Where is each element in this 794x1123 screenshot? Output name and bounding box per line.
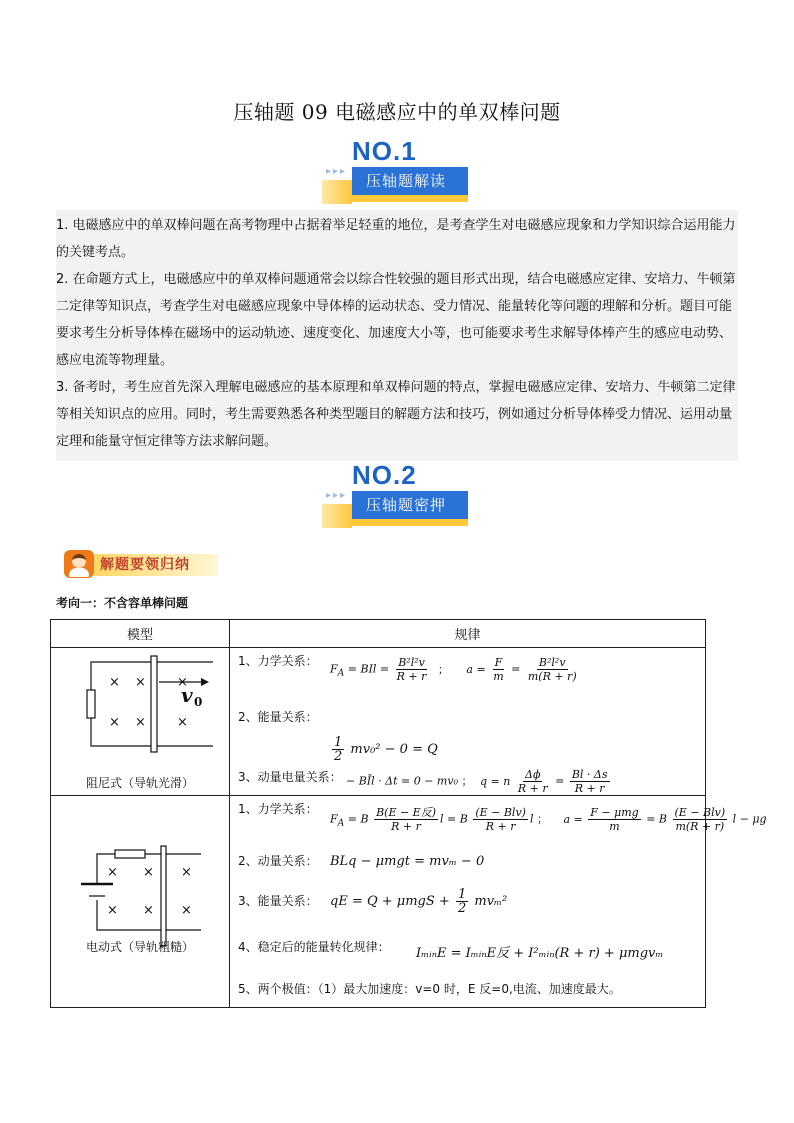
badge-dots: ▸▸▸ [326,166,348,177]
tip-banner [64,548,224,580]
page-title: 压轴题 09 电磁感应中的单双棒问题 [233,100,561,124]
rule-item: 2、动量关系： [238,854,318,868]
rule-item: 2、能量关系： [238,710,318,724]
svg-text:×: × [177,715,188,730]
model-caption-motor: 电动式（导轨粗糙） [85,940,194,954]
damping-circuit-diagram [51,654,229,754]
table-header-model: 模型 [51,620,230,648]
rule-item: 3、动量电量关系： [238,770,342,784]
table-row [51,796,706,1008]
section-heading: 考向一：不含容单棒问题 [56,596,189,610]
force-equation: $F_A = B$ $\frac{\text{B(E − E反)}}{R + r}$ l = B $\frac{\text{(E − Blv)}}{R + r}$ l ； a = $\frac{\text{F − μmg}}{m}$ = B $\frac{\text{(E − Blv)}}{m(R + r)}$ l − μg [330,806,767,833]
velocity-label: v [181,683,193,707]
svg-text:×: × [181,903,192,918]
rule-item: 4、稳定后的能量转化规律： [238,940,390,954]
model-cell [51,648,230,796]
velocity-subscript: 0 [194,695,203,709]
svg-text:×: × [135,675,146,690]
svg-text:×: × [109,715,120,730]
badge-dots: ▸▸▸ [326,490,348,501]
svg-text:×: × [181,865,192,880]
model-cell [51,796,230,1008]
energy-equation: $\frac{1}{2}$ mv₀² − 0 = Q [334,735,438,764]
badge-number: NO.1 [352,136,417,166]
table-row [51,648,706,796]
momentum-equation: − BĪl · Δt = 0 − mv₀ ； q = n $\frac{\Delta\phi}{R + r}$ = $\frac{Bl \cdot \Delta s}{R + r}$ [346,768,608,795]
badge-underline [352,195,468,202]
force-equation: $F_A$ = BIl = $\frac{\text{B²l²v}}{R + r}$ ； a = $\frac{F}{m}$ = $\frac{\text{B²l²v}}{m(R + r)}$ [330,656,577,683]
badge-number: NO.2 [352,460,417,490]
svg-text:×: × [107,903,118,918]
section-badge-2 [322,460,472,530]
badge-decoration [322,180,352,204]
rule-item: 5、两个极值：（1）最大加速度：v=0 时，E 反=0,电流、加速度最大。 [238,982,621,996]
svg-text:×: × [143,865,154,880]
svg-text:×: × [107,865,118,880]
section-badge-1 [322,136,472,206]
intro-paragraph-2: 2. 在命题方式上，电磁感应中的单双棒问题通常会以综合性较强的题目形式出现，结合电磁感应定律、安培力、牛顿第二定律等知识点，考查学生对电磁感应现象中导体棒的运动状态、受力情况、能量转化等问题的理解和分析。题目可能要求考生分析导体棒在磁场中的运动轨迹、速度变化、加速度大小等，也可能要求考生求解导体棒产生的感应电动势、感应电流等物理量。 [56,272,736,368]
model-caption-damping: 阻尼式（导轨光滑） [85,776,194,790]
teacher-icon [64,550,94,578]
stable-energy-equation: IₘᵢₙE = IₘᵢₙE反 + I²ₘᵢₙ(R + r) + μmgvₘ [416,946,664,961]
energy-equation: qE = Q + μmgS + $\frac{1}{2}$ mvₘ² [330,887,508,916]
rules-table [50,619,767,1008]
intro-block [56,210,738,461]
svg-text:×: × [143,903,154,918]
svg-text:×: × [177,675,188,690]
tip-label: 解题要领归纳 [100,557,190,573]
rules-cell [230,648,706,796]
badge-label: 压轴题解读 [352,167,468,195]
svg-text:×: × [109,675,120,690]
rule-item: 1、力学关系： [238,654,318,668]
momentum-equation: BLq − μmgt = mvₘ − 0 [330,854,485,869]
svg-text:×: × [135,715,146,730]
table-header-rules: 规律 [230,620,706,648]
intro-paragraph-1: 1. 电磁感应中的单双棒问题在高考物理中占据着举足轻重的地位，是考查学生对电磁感应现象和力学知识综合运用能力的关键考点。 [56,218,736,260]
badge-label: 压轴题密押 [352,491,468,519]
rule-item: 3、能量关系： [238,894,318,908]
rule-item: 1、力学关系： [238,802,318,816]
badge-underline [352,519,468,526]
intro-paragraph-3: 3. 备考时，考生应首先深入理解电磁感应的基本原理和单双棒问题的特点，掌握电磁感应定律、安培力、牛顿第二定律等相关知识点的应用。同时，考生需要熟悉各种类型题目的解题方法和技巧，例如通过分析导体棒受力情况、运用动量定理和能量守恒定律等方法求解问题。 [56,380,736,449]
badge-decoration [322,504,352,528]
rules-cell [230,796,767,1008]
